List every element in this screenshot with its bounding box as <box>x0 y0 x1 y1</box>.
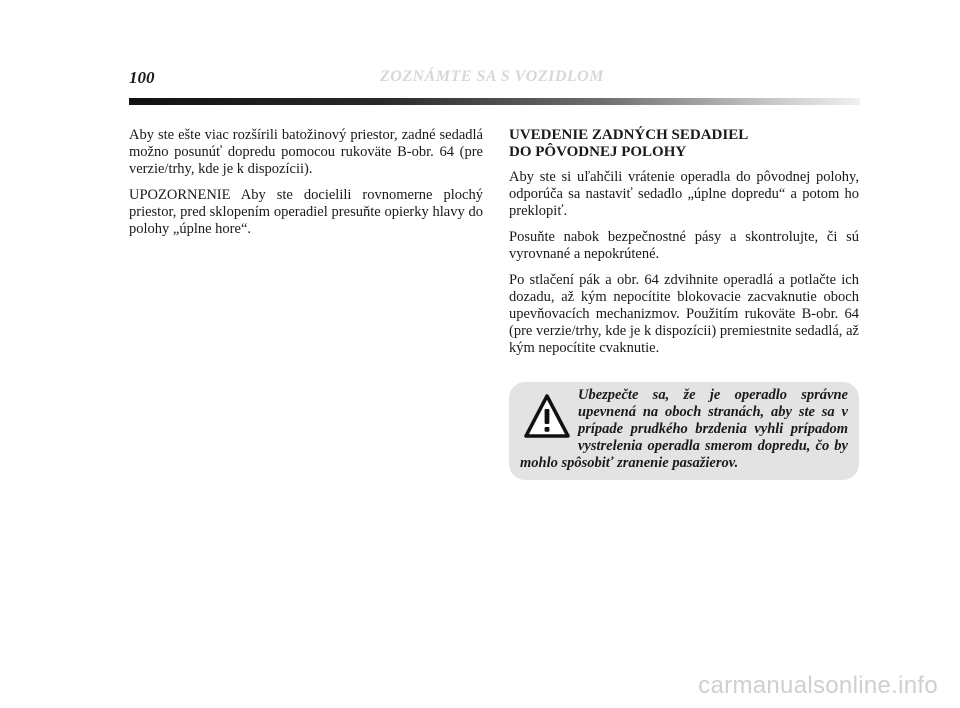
paragraph: Posuňte nabok bezpečnostné pásy a skontrolujte, či sú vyrovnané a nepokrútené. <box>509 229 859 262</box>
header-rule <box>129 98 860 105</box>
warning-text: Ubezpečte sa, že je operadlo správne upevnená na oboch stranách, aby ste sa v prípade prudkého brzdenia vyhli prípadom vystrelenia operadla smerom dopredu, čo by mohlo spôsobiť zranenie pasažierov. <box>520 387 848 471</box>
watermark: carmanualsonline.info <box>698 672 938 699</box>
section-heading <box>509 127 859 161</box>
paragraph: Aby ste si uľahčili vrátenie operadla do pôvodnej polohy, odporúča sa nastaviť sedadlo „úplne dopredu“ a potom ho preklopiť. <box>509 169 859 219</box>
paragraph: UPOZORNENIE Aby ste docielili rovnomerne plochý priestor, pred sklopením operadiel presuňte opierky hlavy do polohy „úplne hore“. <box>129 187 483 237</box>
left-column <box>129 127 483 247</box>
paragraph: Po stlačení pák a obr. 64 zdvihnite operadlá a potlačte ich dozadu, až kým nepocítite blokovacie zacvaknutie oboch upevňovacích mechanizmov. Použitím rukoväte B-obr. 64 (pre verzie/trhy, kde je k dispozícii) premiestnite sedadlá, až kým nepocítite cvaknutie. <box>509 272 859 356</box>
section-heading-line: DO PÔVODNEJ POLOHY <box>509 144 687 160</box>
warning-triangle-icon <box>524 393 570 439</box>
right-column <box>509 127 859 366</box>
paragraph: Aby ste ešte viac rozšírili batožinový priestor, zadné sedadlá možno posunúť dopredu pomocou rukoväte B-obr. 64 (pre verzie/trhy, kde je k dispozícii). <box>129 127 483 177</box>
section-heading-line: UVEDENIE ZADNÝCH SEDADIEL <box>509 127 749 143</box>
chapter-title: ZOZNÁMTE SA S VOZIDLOM <box>380 68 604 85</box>
warning-box <box>509 382 859 480</box>
page-number: 100 <box>129 68 155 87</box>
